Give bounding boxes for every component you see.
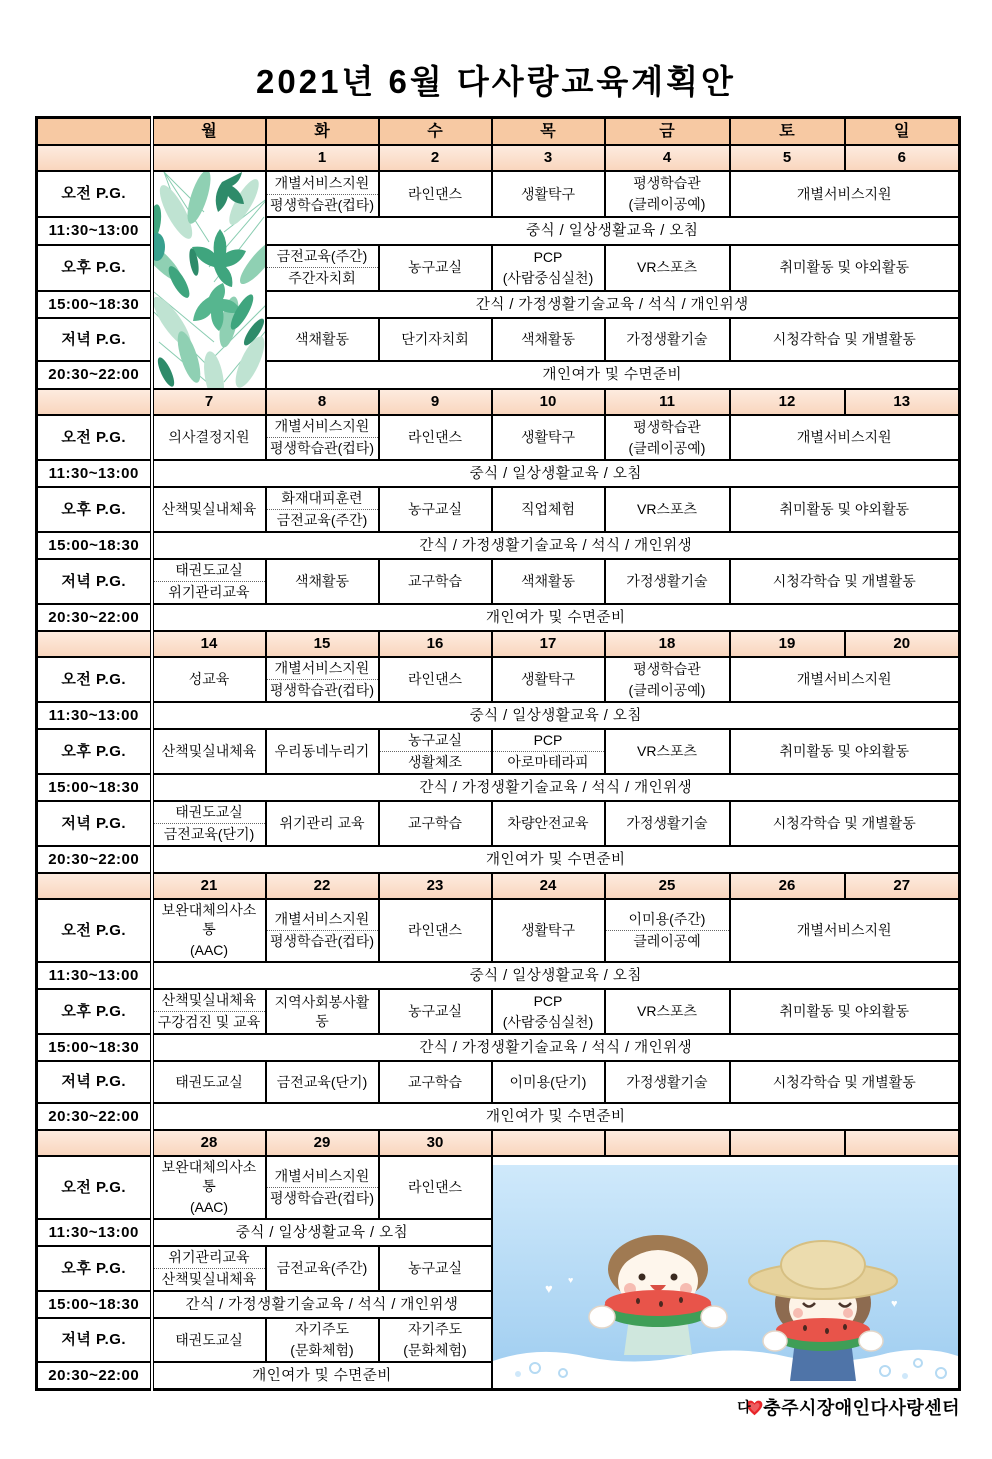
night-row-week-4 [37,1103,960,1130]
date-row-spacer [37,873,152,899]
date-cell: 6 [845,145,960,171]
activity-cell: 개별서비스지원 평생학습관(컵타) [266,899,379,962]
activity-cell: VR스포츠 [605,729,730,774]
activity-cell: 위기관리 교육 [266,801,379,846]
date-cell [605,1130,730,1156]
activity-cell: 취미활동 및 야외활동 [730,729,960,774]
activity-cell: 이미용(주간) 클레이공예 [605,899,730,962]
activity-cell: 취미활동 및 야외활동 [730,245,960,291]
row-label-morning: 오전 P.G. [37,415,152,460]
activity-cell: 색채활동 [492,318,605,361]
row-label-afternoon: 오후 P.G. [37,989,152,1034]
children-eating-watermelon-graphic [493,1165,960,1381]
row-label-lunch: 11:30~13:00 [37,460,152,487]
activity-cell: VR스포츠 [605,245,730,291]
activity-cell: PCP 아로마테라피 [492,729,605,774]
activity-cell: 단기자치회 [379,318,492,361]
shared-night-cell: 개인여가 및 수면준비 [152,604,960,631]
date-cell: 21 [152,873,266,899]
tropical-leaves-image [152,171,266,389]
activity-cell: 의사결정지원 [152,415,266,460]
evening-row-week-4 [37,1061,960,1103]
activity-cell: 화재대피훈련 금전교육(주간) [266,487,379,532]
snack-row-week-4 [37,1034,960,1061]
row-label-night: 20:30~22:00 [37,361,152,389]
shared-snack-cell: 간식 / 가정생활기술교육 / 석식 / 개인위생 [152,1034,960,1061]
shared-snack-cell: 간식 / 가정생활기술교육 / 석식 / 개인위생 [266,291,960,319]
shared-snack-cell: 간식 / 가정생활기술교육 / 석식 / 개인위생 [152,1291,492,1318]
activity-cell: 우리동네누리기 [266,729,379,774]
row-label-snack: 15:00~18:30 [37,774,152,801]
date-cell: 13 [845,389,960,415]
activity-cell: PCP (사람중심실천) [492,989,605,1034]
afternoon-row-week-3 [37,729,960,774]
activity-cell: 개별서비스지원 평생학습관(컵타) [266,1156,379,1219]
activity-cell: 산책및실내체육 [152,487,266,532]
morning-row-week-5 [37,1156,960,1219]
date-cell: 28 [152,1130,266,1156]
shared-night-cell: 개인여가 및 수면준비 [266,361,960,389]
row-label-evening: 저녁 P.G. [37,801,152,846]
activity-cell: 개별서비스지원 평생학습관(컵타) [266,657,379,702]
lunch-row-week-4 [37,962,960,989]
row-label-afternoon: 오후 P.G. [37,729,152,774]
row-label-night: 20:30~22:00 [37,604,152,631]
activity-cell: 보완대체의사소통 (AAC) [152,899,266,962]
row-label-snack: 15:00~18:30 [37,1291,152,1318]
shared-lunch-cell: 중식 / 일상생활교육 / 오침 [152,702,960,729]
date-cell: 29 [266,1130,379,1156]
activity-cell: 성교육 [152,657,266,702]
shared-snack-cell: 간식 / 가정생활기술교육 / 석식 / 개인위생 [152,774,960,801]
date-cell: 8 [266,389,379,415]
date-row-spacer [37,145,152,171]
lunch-row-week-3 [37,702,960,729]
morning-row-week-3 [37,657,960,702]
activity-cell: 개별서비스지원 평생학습관(컵타) [266,415,379,460]
activity-cell: 생활탁구 [492,899,605,962]
activity-cell: 라인댄스 [379,415,492,460]
day-header-row [37,118,960,146]
activity-cell: 생활탁구 [492,415,605,460]
activity-cell: 농구교실 [379,245,492,291]
activity-cell: 산책및실내체육 구강검진 및 교육 [152,989,266,1034]
snack-row-week-3 [37,774,960,801]
row-label-lunch: 11:30~13:00 [37,702,152,729]
activity-cell: 태권도교실 [152,1318,266,1362]
row-label-evening: 저녁 P.G. [37,1061,152,1103]
row-label-afternoon: 오후 P.G. [37,487,152,532]
day-header-mon: 월 [152,118,266,146]
activity-cell: 생활탁구 [492,171,605,217]
activity-cell: 농구교실 생활체조 [379,729,492,774]
date-cell [845,1130,960,1156]
activity-cell: 산책및실내체육 [152,729,266,774]
date-cell: 4 [605,145,730,171]
activity-cell: 태권도교실 [152,1061,266,1103]
date-row-spacer [37,1130,152,1156]
activity-cell: VR스포츠 [605,487,730,532]
activity-cell: 개별서비스지원 평생학습관(컵타) [266,171,379,217]
shared-lunch-cell: 중식 / 일상생활교육 / 오침 [266,217,960,245]
schedule-table [35,116,961,1391]
night-row-week-2 [37,604,960,631]
date-cell: 3 [492,145,605,171]
row-label-lunch: 11:30~13:00 [37,1219,152,1246]
day-header-wed: 수 [379,118,492,146]
activity-cell: 개별서비스지원 [730,657,960,702]
row-label-snack: 15:00~18:30 [37,532,152,559]
day-header-sun: 일 [845,118,960,146]
date-cell: 14 [152,631,266,657]
activity-cell: 시청각학습 및 개별활동 [730,318,960,361]
activity-cell: 개별서비스지원 [730,899,960,962]
morning-row-week-2 [37,415,960,460]
svg-text:♥: ♥ [544,1280,553,1296]
svg-text:♥: ♥ [890,1297,898,1310]
evening-row-week-3 [37,801,960,846]
footer-logo [737,1394,960,1420]
activity-cell: 취미활동 및 야외활동 [730,989,960,1034]
row-label-snack: 15:00~18:30 [37,291,152,319]
activity-cell: 교구학습 [379,559,492,604]
row-label-morning: 오전 P.G. [37,657,152,702]
date-cell: 22 [266,873,379,899]
activity-cell: 개별서비스지원 [730,415,960,460]
activity-cell: 농구교실 [379,487,492,532]
activity-cell: 색채활동 [266,559,379,604]
lunch-row-week-2 [37,460,960,487]
tropical-leaves-graphic [154,172,266,388]
shared-night-cell: 개인여가 및 수면준비 [152,846,960,873]
day-header-fri: 금 [605,118,730,146]
row-label-morning: 오전 P.G. [37,899,152,962]
shared-lunch-cell: 중식 / 일상생활교육 / 오침 [152,460,960,487]
shared-snack-cell: 간식 / 가정생활기술교육 / 석식 / 개인위생 [152,532,960,559]
activity-cell: 가정생활기술 [605,559,730,604]
date-row-week-4 [37,873,960,899]
date-cell [152,145,266,171]
snack-row-week-2 [37,532,960,559]
activity-cell: 생활탁구 [492,657,605,702]
morning-row-week-4 [37,899,960,962]
shared-night-cell: 개인여가 및 수면준비 [152,1362,492,1390]
activity-cell: 자기주도 (문화체험) [266,1318,379,1362]
date-cell: 11 [605,389,730,415]
activity-cell: 가정생활기술 [605,801,730,846]
date-cell: 16 [379,631,492,657]
activity-cell: 시청각학습 및 개별활동 [730,1061,960,1103]
activity-cell: 태권도교실 위기관리교육 [152,559,266,604]
row-label-afternoon: 오후 P.G. [37,1246,152,1291]
evening-row-week-2 [37,559,960,604]
activity-cell: 농구교실 [379,1246,492,1291]
activity-cell: 평생학습관 (클레이공예) [605,657,730,702]
date-cell [730,1130,845,1156]
date-row-spacer [37,389,152,415]
activity-cell: 라인댄스 [379,171,492,217]
row-label-evening: 저녁 P.G. [37,1318,152,1362]
date-cell: 7 [152,389,266,415]
activity-cell: 라인댄스 [379,899,492,962]
activity-cell: 직업체험 [492,487,605,532]
activity-cell: 라인댄스 [379,657,492,702]
activity-cell: 개별서비스지원 [730,171,960,217]
date-cell: 17 [492,631,605,657]
date-row-week-1 [37,145,960,171]
center-name: 충주시장애인다사랑센터 [763,1398,960,1418]
activity-cell: 라인댄스 [379,1156,492,1219]
day-header-thu: 목 [492,118,605,146]
date-cell [492,1130,605,1156]
date-cell: 20 [845,631,960,657]
row-label-night: 20:30~22:00 [37,1362,152,1390]
activity-cell: 교구학습 [379,801,492,846]
activity-cell: 색채활동 [492,559,605,604]
activity-cell: 색채활동 [266,318,379,361]
date-row-week-5 [37,1130,960,1156]
activity-cell: 태권도교실 금전교육(단기) [152,801,266,846]
activity-cell: 평생학습관 (클레이공예) [605,171,730,217]
row-label-evening: 저녁 P.G. [37,559,152,604]
activity-cell: 가정생활기술 [605,1061,730,1103]
row-label-morning: 오전 P.G. [37,171,152,217]
activity-cell: 지역사회봉사활동 [266,989,379,1034]
date-row-week-2 [37,389,960,415]
date-cell: 10 [492,389,605,415]
activity-cell: 가정생활기술 [605,318,730,361]
shared-night-cell: 개인여가 및 수면준비 [152,1103,960,1130]
logo-da-character: 다 [737,1399,752,1415]
activity-cell: 금전교육(주간) [266,1246,379,1291]
date-cell: 15 [266,631,379,657]
date-cell: 18 [605,631,730,657]
row-label-lunch: 11:30~13:00 [37,962,152,989]
row-label-night: 20:30~22:00 [37,846,152,873]
row-label-evening: 저녁 P.G. [37,318,152,361]
activity-cell: 평생학습관 (클레이공예) [605,415,730,460]
date-cell: 25 [605,873,730,899]
corner-cell [37,118,152,146]
date-cell: 27 [845,873,960,899]
date-cell: 12 [730,389,845,415]
row-label-lunch: 11:30~13:00 [37,217,152,245]
activity-cell: 이미용(단기) [492,1061,605,1103]
row-label-afternoon: 오후 P.G. [37,245,152,291]
activity-cell: 시청각학습 및 개별활동 [730,559,960,604]
row-label-morning: 오전 P.G. [37,1156,152,1219]
activity-cell: VR스포츠 [605,989,730,1034]
page-title: 2021년 6월 다사랑교육계획안 [256,63,736,100]
activity-cell: 시청각학습 및 개별활동 [730,801,960,846]
activity-cell: PCP (사람중심실천) [492,245,605,291]
date-cell: 26 [730,873,845,899]
activity-cell: 위기관리교육 산책및실내체육 [152,1246,266,1291]
shared-lunch-cell: 중식 / 일상생활교육 / 오침 [152,1219,492,1246]
date-cell: 19 [730,631,845,657]
activity-cell: 금전교육(단기) [266,1061,379,1103]
activity-cell: 금전교육(주간) 주간자치회 [266,245,379,291]
shared-lunch-cell: 중식 / 일상생활교육 / 오침 [152,962,960,989]
date-cell: 1 [266,145,379,171]
row-label-snack: 15:00~18:30 [37,1034,152,1061]
row-label-night: 20:30~22:00 [37,1103,152,1130]
activity-cell: 차량안전교육 [492,801,605,846]
activity-cell: 농구교실 [379,989,492,1034]
activity-cell: 취미활동 및 야외활동 [730,487,960,532]
date-row-week-3 [37,631,960,657]
afternoon-row-week-4 [37,989,960,1034]
date-cell: 23 [379,873,492,899]
night-row-week-3 [37,846,960,873]
activity-cell: 보완대체의사소통 (AAC) [152,1156,266,1219]
activity-cell: 교구학습 [379,1061,492,1103]
date-row-spacer [37,631,152,657]
day-header-tue: 화 [266,118,379,146]
morning-row-week-1 [37,171,960,217]
date-cell: 24 [492,873,605,899]
date-cell: 30 [379,1130,492,1156]
day-header-sat: 토 [730,118,845,146]
date-cell: 9 [379,389,492,415]
afternoon-row-week-2 [37,487,960,532]
activity-cell: 자기주도 (문화체험) [379,1318,492,1362]
children-eating-watermelon-illustration [492,1156,960,1390]
svg-text:♥: ♥ [567,1274,573,1285]
date-cell: 2 [379,145,492,171]
date-cell: 5 [730,145,845,171]
